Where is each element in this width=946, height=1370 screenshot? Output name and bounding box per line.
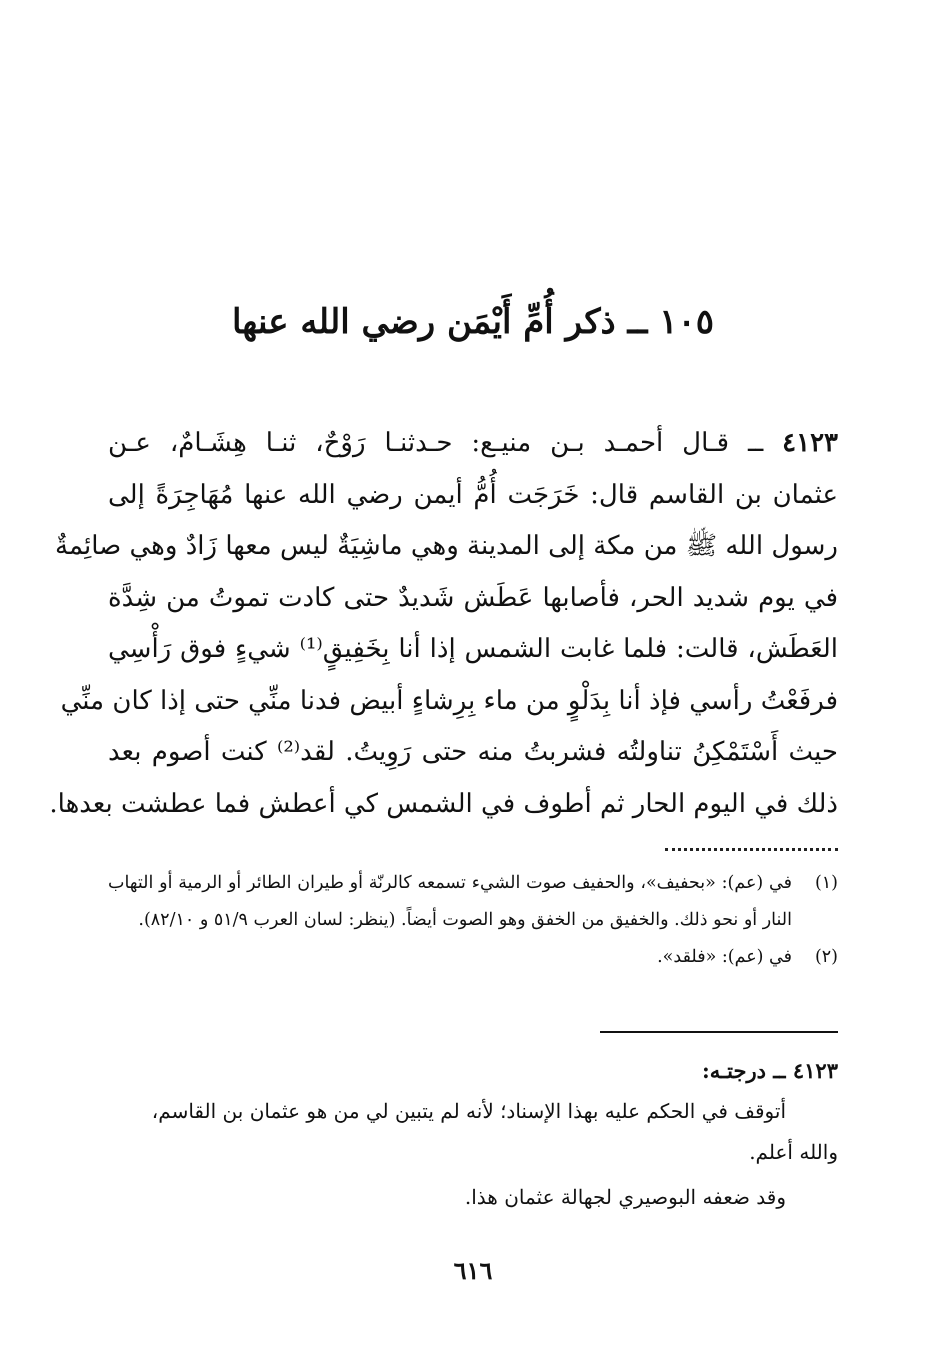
ruling-note: وقد ضعفه البوصيري لجهالة عثمان هذا. xyxy=(464,1185,786,1209)
hadith-line: عثمان بن القاسم قال: خَرَجَت أُمُّ أيمن رضي الله عنها مُهَاجِرَةً إلى xyxy=(108,479,838,510)
footnote-text: في (عم): «بحفيف»، والحفيف صوت الشيء تسمعه كالرنّة أو طيران الطائر أو الرمية أو التهاب النار أو نحو ذلك. والخفيق من الخفق وهو الصوت أيضاً. (ينظر: لسان العرب ٥١/٩ و ٨٢/١٠). xyxy=(108,873,792,930)
hadith-line: حيث أَسْتَمْكِنُ تناولتُه فشربتُ منه حتى رَوِيتُ. لقد⁽²⁾ كنت أصوم بعد xyxy=(108,737,838,767)
hadith-number: ٤١٢٣ xyxy=(782,428,838,458)
footnote-number: (١) xyxy=(814,873,838,893)
hadith-line: فرفَعْتُ رأسي فإذ أنا بِدَلْوٍ من ماء بِرِشاءٍ أبيض فدنا منِّي حتى إذا كان منِّي xyxy=(60,685,838,716)
page-number: ٦١٦ xyxy=(453,1256,493,1285)
hadith-line: في يوم شديد الحر، فأصابها عَطَش شَديدٌ حتى كادت تموتُ من شِدَّة xyxy=(108,582,838,613)
hadith-line: ذلك في اليوم الحار ثم أطوف في الشمس كي أعطش فما عطشت بعدها. xyxy=(49,788,838,819)
hadith-line-text: ــ قـال أحمـد بـن منيـع: حـدثنـا رَوْحٌ، ثنـا هِشَـامٌ، عـن xyxy=(108,428,764,458)
footnote-separator xyxy=(665,838,838,851)
hadith-body xyxy=(49,418,838,830)
footnote-1 xyxy=(108,865,838,939)
chapter-title: ١٠٥ ــ ذكر أُمِّ أَيْمَن رضي الله عنها xyxy=(231,302,715,342)
ruling-separator xyxy=(600,1031,838,1033)
ruling-section xyxy=(108,1050,838,1218)
footnote-number: (٢) xyxy=(814,947,838,967)
hadith-line xyxy=(108,418,838,470)
footnote-text: في (عم): «فلقد». xyxy=(657,947,792,967)
ruling-text: أتوقف في الحكم عليه بهذا الإسناد؛ لأنه لم يتبين لي من هو عثمان بن القاسم، xyxy=(151,1099,786,1123)
ruling-text: والله أعلم. xyxy=(749,1140,838,1164)
footnotes xyxy=(108,865,838,976)
footnote-2 xyxy=(108,939,838,976)
ruling-heading: ٤١٢٣ ــ درجتـه: xyxy=(701,1058,838,1083)
hadith-line: رسول الله ﷺ من مكة إلى المدينة وهي ماشِيَةٌ ليس معها زَادٌ وهي صائِمةٌ xyxy=(55,531,838,561)
hadith-line: العَطَش، قالت: فلما غابت الشمس إذا أنا بِخَفِيقٍ⁽¹⁾ شيءٍ فوق رَأْسِي xyxy=(108,634,838,664)
